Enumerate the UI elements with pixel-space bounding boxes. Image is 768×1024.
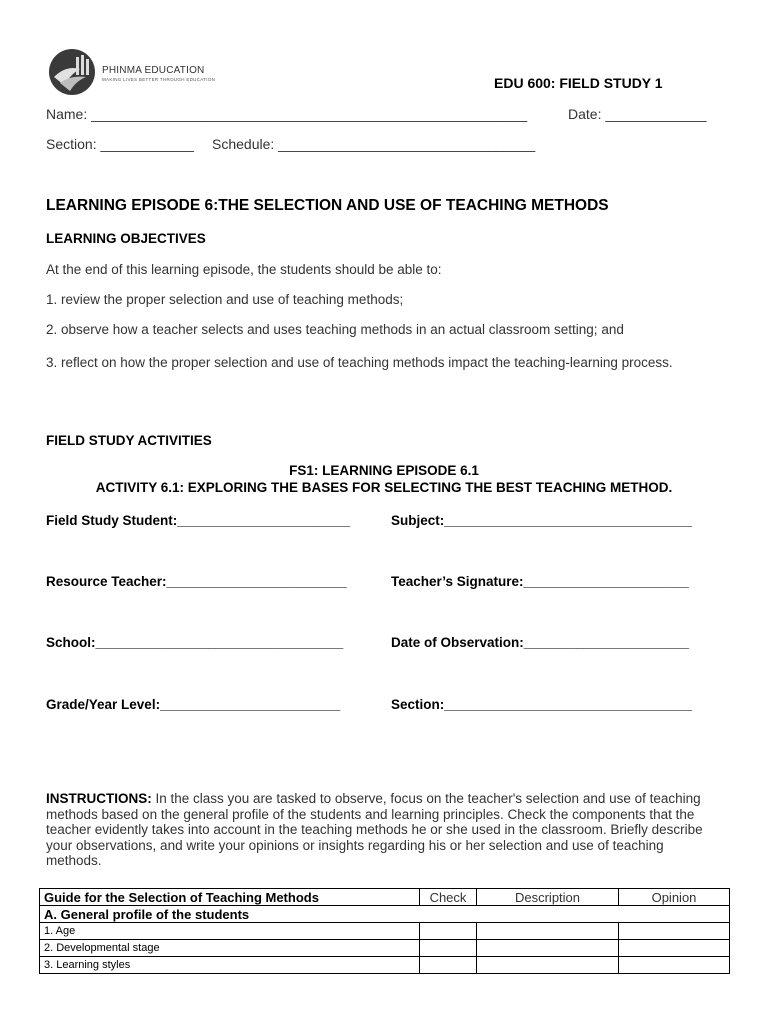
brand-name: PHINMA EDUCATION (102, 65, 205, 76)
activities-heading: FIELD STUDY ACTIVITIES (46, 433, 212, 448)
phinma-logo (46, 47, 216, 97)
table-section-row (40, 906, 730, 923)
objectives-intro: At the end of this learning episode, the students should be able to: (46, 262, 442, 277)
table-section-label: A. General profile of the students (40, 906, 730, 923)
objective-item: 1. review the proper selection and use of teaching methods; (46, 292, 404, 307)
check-cell[interactable] (420, 940, 477, 957)
school-field[interactable]: School:_________________________________ (46, 635, 344, 650)
table-cell: 3. Learning styles (40, 957, 420, 974)
opinion-cell[interactable] (619, 923, 730, 940)
episode-title: LEARNING EPISODE 6:THE SELECTION AND USE OF TEACHING METHODS (46, 197, 609, 214)
phinma-logo-icon (46, 47, 98, 97)
table-header-row (40, 889, 730, 906)
objective-item: 3. reflect on how the proper selection and use of teaching methods impact the teaching-learning process. (46, 355, 673, 370)
objective-item: 2. observe how a teacher selects and uses teaching methods in an actual classroom setting; and (46, 322, 624, 337)
date-field[interactable]: Date: _____________ (568, 106, 707, 122)
check-cell[interactable] (420, 957, 477, 974)
opinion-cell[interactable] (619, 957, 730, 974)
instructions (46, 791, 722, 869)
field-study-student-field[interactable]: Field Study Student:_______________________ (46, 513, 350, 528)
table-cell: 2. Developmental stage (40, 940, 420, 957)
instructions-label: INSTRUCTIONS: (46, 791, 152, 806)
table-header: Description (477, 889, 619, 906)
description-cell[interactable] (477, 940, 619, 957)
instructions-text: In the class you are tasked to observe, focus on the teacher's selection and use of teaching methods based on the general profile of the students and learning principles. Check the components that the teacher evidently takes into account in the teaching methods he or she used in the classroom. Briefly describe your observations, and write your opinions or insights regarding his or her selection and use of teaching methods. (46, 791, 703, 868)
brand-tagline: MAKING LIVES BETTER THROUGH EDUCATION (102, 77, 216, 82)
table-cell: 1. Age (40, 923, 420, 940)
table-header: Check (420, 889, 477, 906)
objectives-heading: LEARNING OBJECTIVES (46, 231, 206, 246)
activity-title: ACTIVITY 6.1: EXPLORING THE BASES FOR SELECTING THE BEST TEACHING METHOD. (95, 480, 673, 495)
schedule-field[interactable]: Schedule: _________________________________ (212, 136, 536, 152)
section-field[interactable]: Section: ____________ (46, 136, 194, 152)
selection-guide-table (39, 888, 730, 974)
grade-level-field[interactable]: Grade/Year Level:________________________ (46, 697, 341, 712)
episode-subtitle: FS1: LEARNING EPISODE 6.1 (289, 463, 479, 478)
subject-field[interactable]: Subject:_________________________________ (391, 513, 693, 528)
table-row (40, 923, 730, 940)
check-cell[interactable] (420, 923, 477, 940)
teacher-signature-field[interactable]: Teacher’s Signature:______________________ (391, 574, 689, 589)
description-cell[interactable] (477, 923, 619, 940)
table-row (40, 957, 730, 974)
name-field[interactable]: Name: ________________________________________________________ (46, 106, 528, 122)
table-header: Guide for the Selection of Teaching Methods (40, 889, 420, 906)
table-header: Opinion (619, 889, 730, 906)
resource-teacher-field[interactable]: Resource Teacher:________________________ (46, 574, 347, 589)
course-title: EDU 600: FIELD STUDY 1 (494, 75, 663, 91)
table-row (40, 940, 730, 957)
date-of-observation-field[interactable]: Date of Observation:______________________ (391, 635, 689, 650)
opinion-cell[interactable] (619, 940, 730, 957)
description-cell[interactable] (477, 957, 619, 974)
section-field-2[interactable]: Section:_________________________________ (391, 697, 693, 712)
